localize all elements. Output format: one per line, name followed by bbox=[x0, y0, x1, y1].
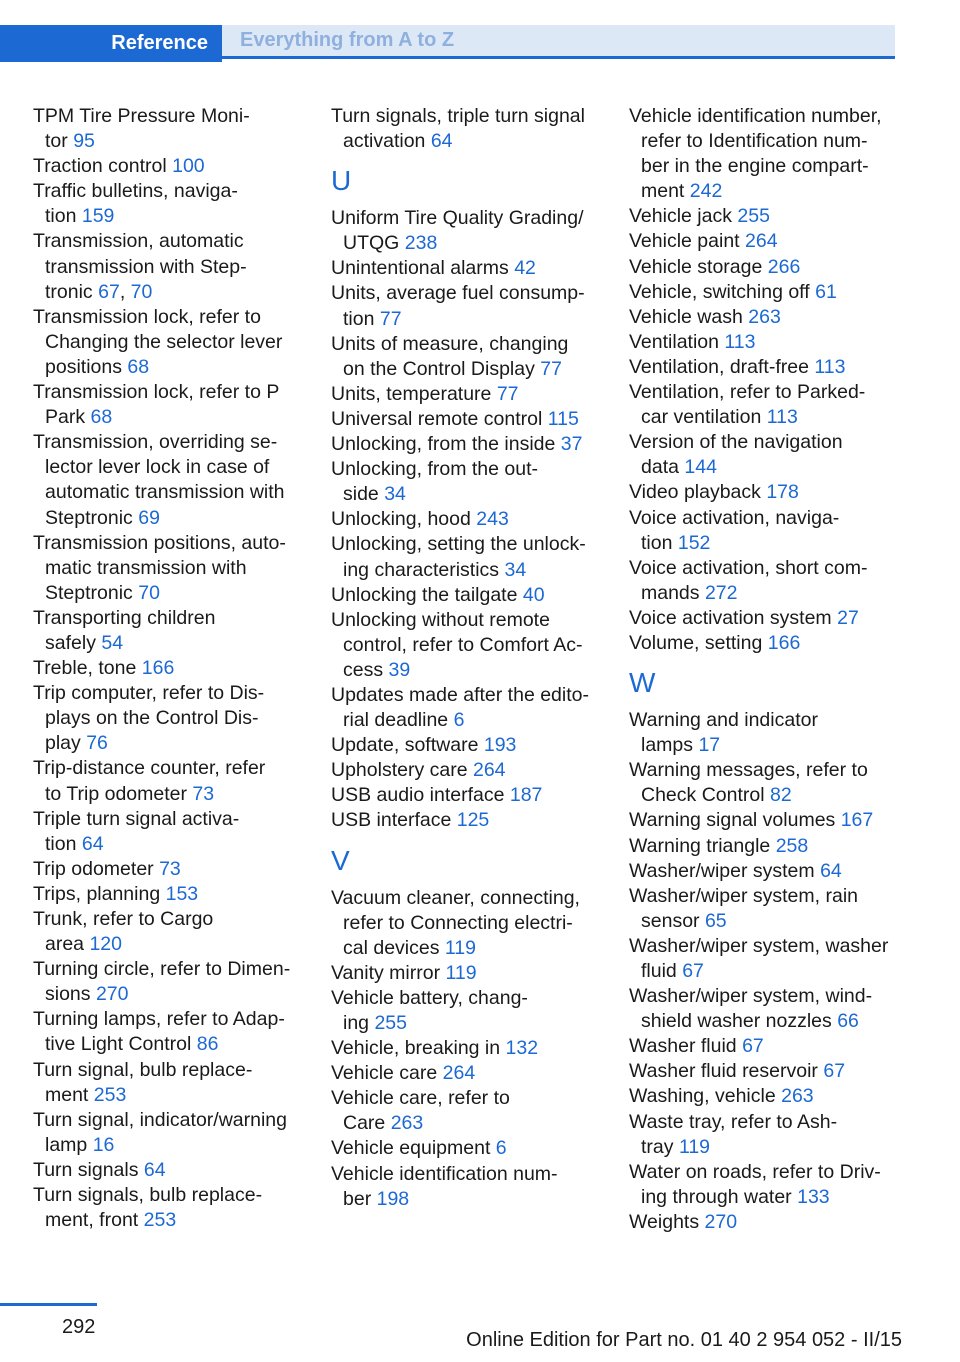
page-link[interactable]: 166 bbox=[141, 657, 175, 680]
index-entry bbox=[629, 859, 904, 884]
index-entry bbox=[33, 154, 325, 179]
index-entry bbox=[629, 430, 904, 480]
page-link[interactable]: 64 bbox=[430, 130, 453, 153]
index-entry-text: Traction control bbox=[33, 155, 173, 178]
index-entry-text: Washer/wiper system, wind- shield washer nozzles bbox=[629, 985, 873, 1033]
index-entry bbox=[331, 733, 623, 758]
index-entry bbox=[33, 1183, 325, 1233]
index-entry-text: Uniform Tire Quality Grading/ UTQG bbox=[331, 207, 584, 255]
page-link[interactable]: 64 bbox=[81, 832, 104, 855]
index-entry-text: Ventilation bbox=[629, 330, 725, 353]
index-entry-text: Vehicle jack bbox=[629, 205, 738, 228]
index-entry-text: Turn signal, indicator/warning lamp bbox=[33, 1108, 287, 1156]
page-link[interactable]: 167 bbox=[840, 809, 874, 832]
page-link[interactable]: 61 bbox=[815, 280, 837, 303]
index-entry-text: Trunk, refer to Cargo area bbox=[33, 908, 214, 956]
page-link[interactable]: 64 bbox=[820, 859, 842, 882]
page-link[interactable]: 27 bbox=[837, 606, 859, 629]
page-link[interactable]: 133 bbox=[797, 1185, 830, 1208]
index-entry bbox=[629, 556, 904, 606]
page-link[interactable]: 6 bbox=[453, 709, 465, 732]
index-entry bbox=[331, 683, 623, 733]
index-entry bbox=[629, 1059, 904, 1084]
index-entry-text: Video playback bbox=[629, 481, 767, 504]
page-link[interactable]: 120 bbox=[89, 933, 122, 956]
index-entry-text: Vehicle care, refer to Care bbox=[331, 1087, 510, 1135]
index-entry-text: Washer/wiper system, washer fluid bbox=[629, 934, 889, 982]
index-entry-text: Vehicle wash bbox=[629, 305, 749, 328]
page-link[interactable]: 266 bbox=[767, 255, 801, 278]
page-link[interactable]: 76 bbox=[86, 732, 108, 755]
section-title: Everything from A to Z bbox=[222, 25, 895, 59]
index-entry bbox=[629, 355, 904, 380]
index-entry-text: Vehicle, breaking in bbox=[331, 1037, 506, 1060]
index-entry-text: Waste tray, refer to Ash- tray bbox=[629, 1110, 838, 1158]
index-entry-text: Turning circle, refer to Dimen- sions bbox=[33, 958, 291, 1006]
index-entry-text: USB interface bbox=[331, 809, 457, 832]
index-entry-text: Vanity mirror bbox=[331, 961, 446, 984]
index-entry bbox=[629, 834, 904, 859]
running-header bbox=[0, 25, 895, 62]
index-entry bbox=[629, 934, 904, 984]
page-link[interactable]: 82 bbox=[769, 784, 792, 807]
index-letter-heading: U bbox=[331, 165, 352, 197]
index-entry-text: Units, average fuel consump- tion bbox=[331, 282, 585, 330]
page-link[interactable]: 34 bbox=[384, 483, 406, 506]
index-entry bbox=[33, 380, 325, 430]
index-entry bbox=[331, 332, 623, 382]
index-entry bbox=[629, 506, 904, 556]
page-link[interactable]: 37 bbox=[560, 433, 583, 456]
index-entry-text: Treble, tone bbox=[33, 657, 142, 680]
index-entry bbox=[33, 1108, 325, 1158]
page-link[interactable]: 193 bbox=[483, 734, 517, 757]
index-entry bbox=[33, 1058, 325, 1108]
page-link[interactable]: 119 bbox=[444, 936, 476, 959]
page-link[interactable]: 69 bbox=[138, 506, 160, 529]
index-entry bbox=[33, 907, 325, 957]
index-entry-text: Vehicle storage bbox=[629, 255, 768, 278]
index-columns bbox=[0, 104, 960, 1274]
page-link[interactable]: 263 bbox=[781, 1085, 814, 1108]
page-number: 292 bbox=[62, 1316, 96, 1338]
index-entry-text: Vehicle identification num- ber bbox=[331, 1162, 558, 1210]
page-link[interactable]: 16 bbox=[92, 1133, 115, 1156]
index-entry-text: Update, software bbox=[331, 734, 484, 757]
page-link[interactable]: 152 bbox=[677, 531, 711, 554]
page-link[interactable]: 77 bbox=[496, 382, 519, 405]
page-link[interactable]: 113 bbox=[724, 330, 756, 353]
section-tab: Reference bbox=[0, 25, 222, 62]
index-entry-text: Unlocking the tailgate bbox=[331, 583, 523, 606]
page-link[interactable]: 119 bbox=[445, 961, 477, 984]
index-entry bbox=[33, 179, 325, 229]
page-link[interactable]: 40 bbox=[522, 583, 545, 606]
index-entry-text: Trip computer, refer to Dis- plays on the Control Dis- play bbox=[33, 682, 265, 755]
index-entry-text: Vacuum cleaner, connecting, refer to Connecting electri- cal devices bbox=[331, 886, 580, 959]
edition-note: Online Edition for Part no. 01 40 2 954 052 - II/15 bbox=[466, 1329, 902, 1351]
index-entry-text: Universal remote control bbox=[331, 407, 548, 430]
index-entry bbox=[33, 756, 325, 806]
index-entry bbox=[331, 256, 623, 281]
index-entry bbox=[331, 1061, 623, 1086]
page-link[interactable]: 270 bbox=[704, 1210, 738, 1233]
page-link[interactable]: 67 bbox=[98, 280, 120, 303]
page-link[interactable]: 144 bbox=[684, 456, 717, 479]
page-link[interactable]: 242 bbox=[689, 180, 723, 203]
index-entry-text: Washer/wiper system bbox=[629, 859, 821, 882]
index-letter-heading: V bbox=[331, 844, 350, 876]
page-link[interactable]: 166 bbox=[767, 631, 801, 654]
index-entry-text: Ventilation, refer to Parked- car ventilation bbox=[629, 381, 866, 429]
index-entry-text: Triple turn signal activa- tion bbox=[33, 807, 240, 855]
index-entry-text: TPM Tire Pressure Moni- tor bbox=[33, 105, 250, 153]
index-entry bbox=[629, 229, 904, 254]
index-entry bbox=[33, 1158, 325, 1183]
index-entry bbox=[33, 531, 325, 606]
index-entry bbox=[331, 532, 623, 582]
page-link[interactable]: 42 bbox=[514, 257, 536, 280]
index-entry bbox=[629, 758, 904, 808]
index-entry bbox=[629, 884, 904, 934]
index-entry bbox=[629, 1110, 904, 1160]
page-link[interactable]: 159 bbox=[81, 205, 115, 228]
index-entry-text: Vehicle care bbox=[331, 1062, 443, 1085]
index-entry bbox=[331, 986, 623, 1036]
index-entry-text: Turn signals, triple turn signal activation bbox=[331, 105, 585, 153]
page-link[interactable]: 68 bbox=[127, 355, 150, 378]
index-entry-text: Transmission lock, refer to Changing the selector lever positions bbox=[33, 305, 283, 378]
index-entry-text: Warning triangle bbox=[629, 834, 776, 857]
index-entry bbox=[331, 281, 623, 331]
index-entry bbox=[331, 758, 623, 783]
index-entry bbox=[331, 457, 623, 507]
page-link[interactable]: 119 bbox=[678, 1135, 711, 1158]
page-link[interactable]: 243 bbox=[476, 508, 509, 531]
index-entry bbox=[629, 104, 904, 204]
index-entry-text: Voice activation, naviga- tion bbox=[629, 506, 840, 554]
page-link[interactable]: 67 bbox=[823, 1060, 846, 1083]
index-entry bbox=[629, 1210, 904, 1235]
index-entry bbox=[331, 608, 623, 683]
page-link[interactable]: 125 bbox=[456, 809, 490, 832]
index-entry-text: Upholstery care bbox=[331, 759, 473, 782]
index-entry bbox=[629, 255, 904, 280]
page-link[interactable]: 54 bbox=[101, 631, 124, 654]
index-entry bbox=[331, 783, 623, 808]
page-link[interactable]: 65 bbox=[704, 909, 727, 932]
index-entry bbox=[629, 305, 904, 330]
index-entry-text: Trips, planning bbox=[33, 882, 166, 905]
index-entry bbox=[33, 229, 325, 304]
index-entry-text: Washer fluid reservoir bbox=[629, 1060, 824, 1083]
index-entry bbox=[629, 606, 904, 631]
index-column-3 bbox=[629, 104, 904, 1235]
index-entry-text: Turn signals, bulb replace- ment, front bbox=[33, 1184, 263, 1232]
page-link[interactable]: 272 bbox=[704, 581, 738, 604]
index-entry bbox=[33, 957, 325, 1007]
index-entry bbox=[629, 204, 904, 229]
page-link[interactable]: 255 bbox=[737, 205, 770, 228]
index-entry-text: Vehicle identification number, refer to Identification num- ber in the engine compart- ment bbox=[629, 105, 882, 203]
page-link[interactable]: 132 bbox=[505, 1037, 539, 1060]
page-link[interactable]: 66 bbox=[837, 1010, 859, 1033]
index-entry bbox=[331, 1036, 623, 1061]
index-entry-text: Vehicle paint bbox=[629, 230, 746, 253]
index-entry-text: Warning signal volumes bbox=[629, 809, 841, 832]
index-entry-text: Vehicle battery, chang- ing bbox=[331, 986, 528, 1034]
page-link[interactable]: 39 bbox=[388, 658, 411, 681]
index-entry bbox=[629, 1034, 904, 1059]
page-link[interactable]: 264 bbox=[472, 759, 506, 782]
index-entry-text: Warning and indicator lamps bbox=[629, 709, 818, 757]
index-entry bbox=[331, 886, 623, 961]
index-entry-text: Units of measure, changing on the Control Display bbox=[331, 332, 569, 380]
index-entry-text: Vehicle, switching off bbox=[629, 280, 816, 303]
index-entry-text: Weights bbox=[629, 1210, 705, 1233]
index-entry bbox=[331, 206, 623, 256]
index-entry-text: Vehicle equipment bbox=[331, 1137, 496, 1160]
index-entry-text: Washer fluid bbox=[629, 1035, 743, 1058]
index-entry-text: Warning messages, refer to Check Control bbox=[629, 759, 868, 807]
page-link[interactable]: 73 bbox=[192, 782, 215, 805]
index-column-2 bbox=[331, 104, 623, 1212]
index-entry bbox=[629, 984, 904, 1034]
index-entry bbox=[331, 961, 623, 986]
index-entry bbox=[629, 330, 904, 355]
index-entry bbox=[629, 380, 904, 430]
page-separator: , bbox=[119, 280, 131, 303]
index-entry-text: Transmission, automatic transmission with Step- tronic bbox=[33, 230, 247, 303]
page-link[interactable]: 264 bbox=[442, 1062, 476, 1085]
index-entry bbox=[331, 104, 623, 154]
index-entry bbox=[629, 280, 904, 305]
index-entry-text: Transmission positions, auto- matic transmission with Steptronic bbox=[33, 531, 286, 604]
page-link[interactable]: 64 bbox=[143, 1158, 166, 1181]
page-link[interactable]: 67 bbox=[742, 1035, 764, 1058]
index-entry-text: Unlocking, from the out- side bbox=[331, 458, 539, 506]
index-entry-text: Washer/wiper system, rain sensor bbox=[629, 884, 859, 932]
index-entry bbox=[33, 882, 325, 907]
page-link[interactable]: 86 bbox=[196, 1033, 219, 1056]
index-entry-text: Volume, setting bbox=[629, 631, 768, 654]
page-link[interactable]: 253 bbox=[93, 1083, 127, 1106]
index-entry-text: Transporting children safely bbox=[33, 606, 216, 654]
index-entry bbox=[33, 104, 325, 154]
index-entry-text: Turn signals bbox=[33, 1158, 144, 1181]
index-entry-text: Turn signal, bulb replace- ment bbox=[33, 1058, 253, 1106]
index-entry-text: Updates made after the edito- rial deadline bbox=[331, 683, 589, 732]
page-link[interactable]: 34 bbox=[504, 558, 527, 581]
index-entry-text: Units, temperature bbox=[331, 382, 497, 405]
index-letter-heading: W bbox=[629, 667, 656, 699]
page-link[interactable]: 263 bbox=[390, 1112, 424, 1135]
page-link[interactable]: 113 bbox=[766, 406, 798, 429]
index-entry bbox=[331, 1136, 623, 1161]
index-entry-text: Version of the navigation data bbox=[629, 431, 843, 479]
index-entry-text: Water on roads, refer to Driv- ing through water bbox=[629, 1160, 881, 1208]
page-link[interactable]: 73 bbox=[159, 857, 181, 880]
page-link[interactable]: 178 bbox=[766, 481, 799, 504]
index-entry bbox=[33, 681, 325, 756]
index-entry bbox=[33, 1007, 325, 1057]
page-link[interactable]: 263 bbox=[748, 305, 781, 328]
page-link[interactable]: 100 bbox=[172, 155, 205, 178]
index-entry bbox=[629, 480, 904, 505]
page-link[interactable]: 68 bbox=[90, 406, 113, 429]
page-link[interactable]: 255 bbox=[374, 1012, 407, 1034]
index-column-1 bbox=[33, 104, 325, 1233]
page-link[interactable]: 6 bbox=[495, 1137, 507, 1160]
index-entry-text: Unlocking, setting the unlock- ing characteristics bbox=[331, 533, 586, 581]
footer-rule bbox=[0, 1303, 97, 1306]
page-link[interactable]: 70 bbox=[138, 581, 160, 604]
index-entry bbox=[331, 583, 623, 608]
index-entry bbox=[331, 407, 623, 432]
index-entry-text: Washing, vehicle bbox=[629, 1085, 782, 1108]
index-entry bbox=[33, 857, 325, 882]
page-link[interactable]: 95 bbox=[73, 130, 95, 153]
page-link[interactable]: 198 bbox=[376, 1187, 410, 1210]
page-link[interactable]: 67 bbox=[682, 960, 704, 982]
index-entry-text: Voice activation system bbox=[629, 606, 838, 629]
index-entry-text: Transmission lock, refer to P Park bbox=[33, 381, 280, 429]
page-link[interactable]: 113 bbox=[814, 355, 846, 378]
page-link[interactable]: 17 bbox=[698, 734, 721, 757]
index-entry bbox=[331, 808, 623, 833]
index-entry bbox=[33, 430, 325, 530]
index-entry bbox=[629, 708, 904, 758]
page-link[interactable]: 187 bbox=[509, 784, 543, 807]
page-link[interactable]: 253 bbox=[143, 1209, 177, 1232]
index-entry bbox=[331, 507, 623, 532]
index-entry bbox=[629, 1160, 904, 1210]
index-entry bbox=[331, 432, 623, 457]
page-link[interactable]: 238 bbox=[404, 232, 438, 255]
index-entry-text: Trip-distance counter, refer to Trip odometer bbox=[33, 757, 266, 805]
index-entry bbox=[629, 1084, 904, 1109]
page-link[interactable]: 77 bbox=[379, 307, 402, 330]
index-entry-text: Voice activation, short com- mands bbox=[629, 556, 868, 604]
index-entry bbox=[331, 382, 623, 407]
page-link[interactable]: 115 bbox=[547, 407, 579, 430]
page-link[interactable]: 258 bbox=[775, 834, 809, 857]
index-entry-text: Unintentional alarms bbox=[331, 257, 515, 280]
index-entry-text: Unlocking without remote control, refer to Comfort Ac- cess bbox=[331, 608, 583, 681]
page-link[interactable]: 77 bbox=[540, 357, 562, 380]
index-entry bbox=[331, 1162, 623, 1212]
index-entry-text: Transmission, overriding se- lector lever lock in case of automatic transmission with Steptronic bbox=[33, 431, 285, 529]
index-entry bbox=[629, 631, 904, 656]
index-entry-text: Turning lamps, refer to Adap- tive Light Control bbox=[33, 1008, 285, 1056]
page-link[interactable]: 153 bbox=[165, 882, 199, 905]
index-entry-text: Unlocking, hood bbox=[331, 508, 477, 531]
index-entry-text: Trip odometer bbox=[33, 857, 160, 880]
page-link[interactable]: 270 bbox=[95, 983, 129, 1006]
index-entry bbox=[33, 606, 325, 656]
index-entry bbox=[331, 1086, 623, 1136]
index-entry bbox=[33, 807, 325, 857]
page-link[interactable]: 264 bbox=[745, 230, 778, 253]
index-entry bbox=[629, 808, 904, 833]
index-entry bbox=[33, 305, 325, 380]
index-entry-text: Unlocking, from the inside bbox=[331, 433, 561, 456]
index-entry bbox=[33, 656, 325, 681]
index-entry-text: USB audio interface bbox=[331, 784, 510, 807]
index-entry-text: Traffic bulletins, naviga- tion bbox=[33, 180, 238, 228]
page-link[interactable]: 70 bbox=[130, 280, 153, 303]
index-entry-text: Ventilation, draft-free bbox=[629, 355, 815, 378]
